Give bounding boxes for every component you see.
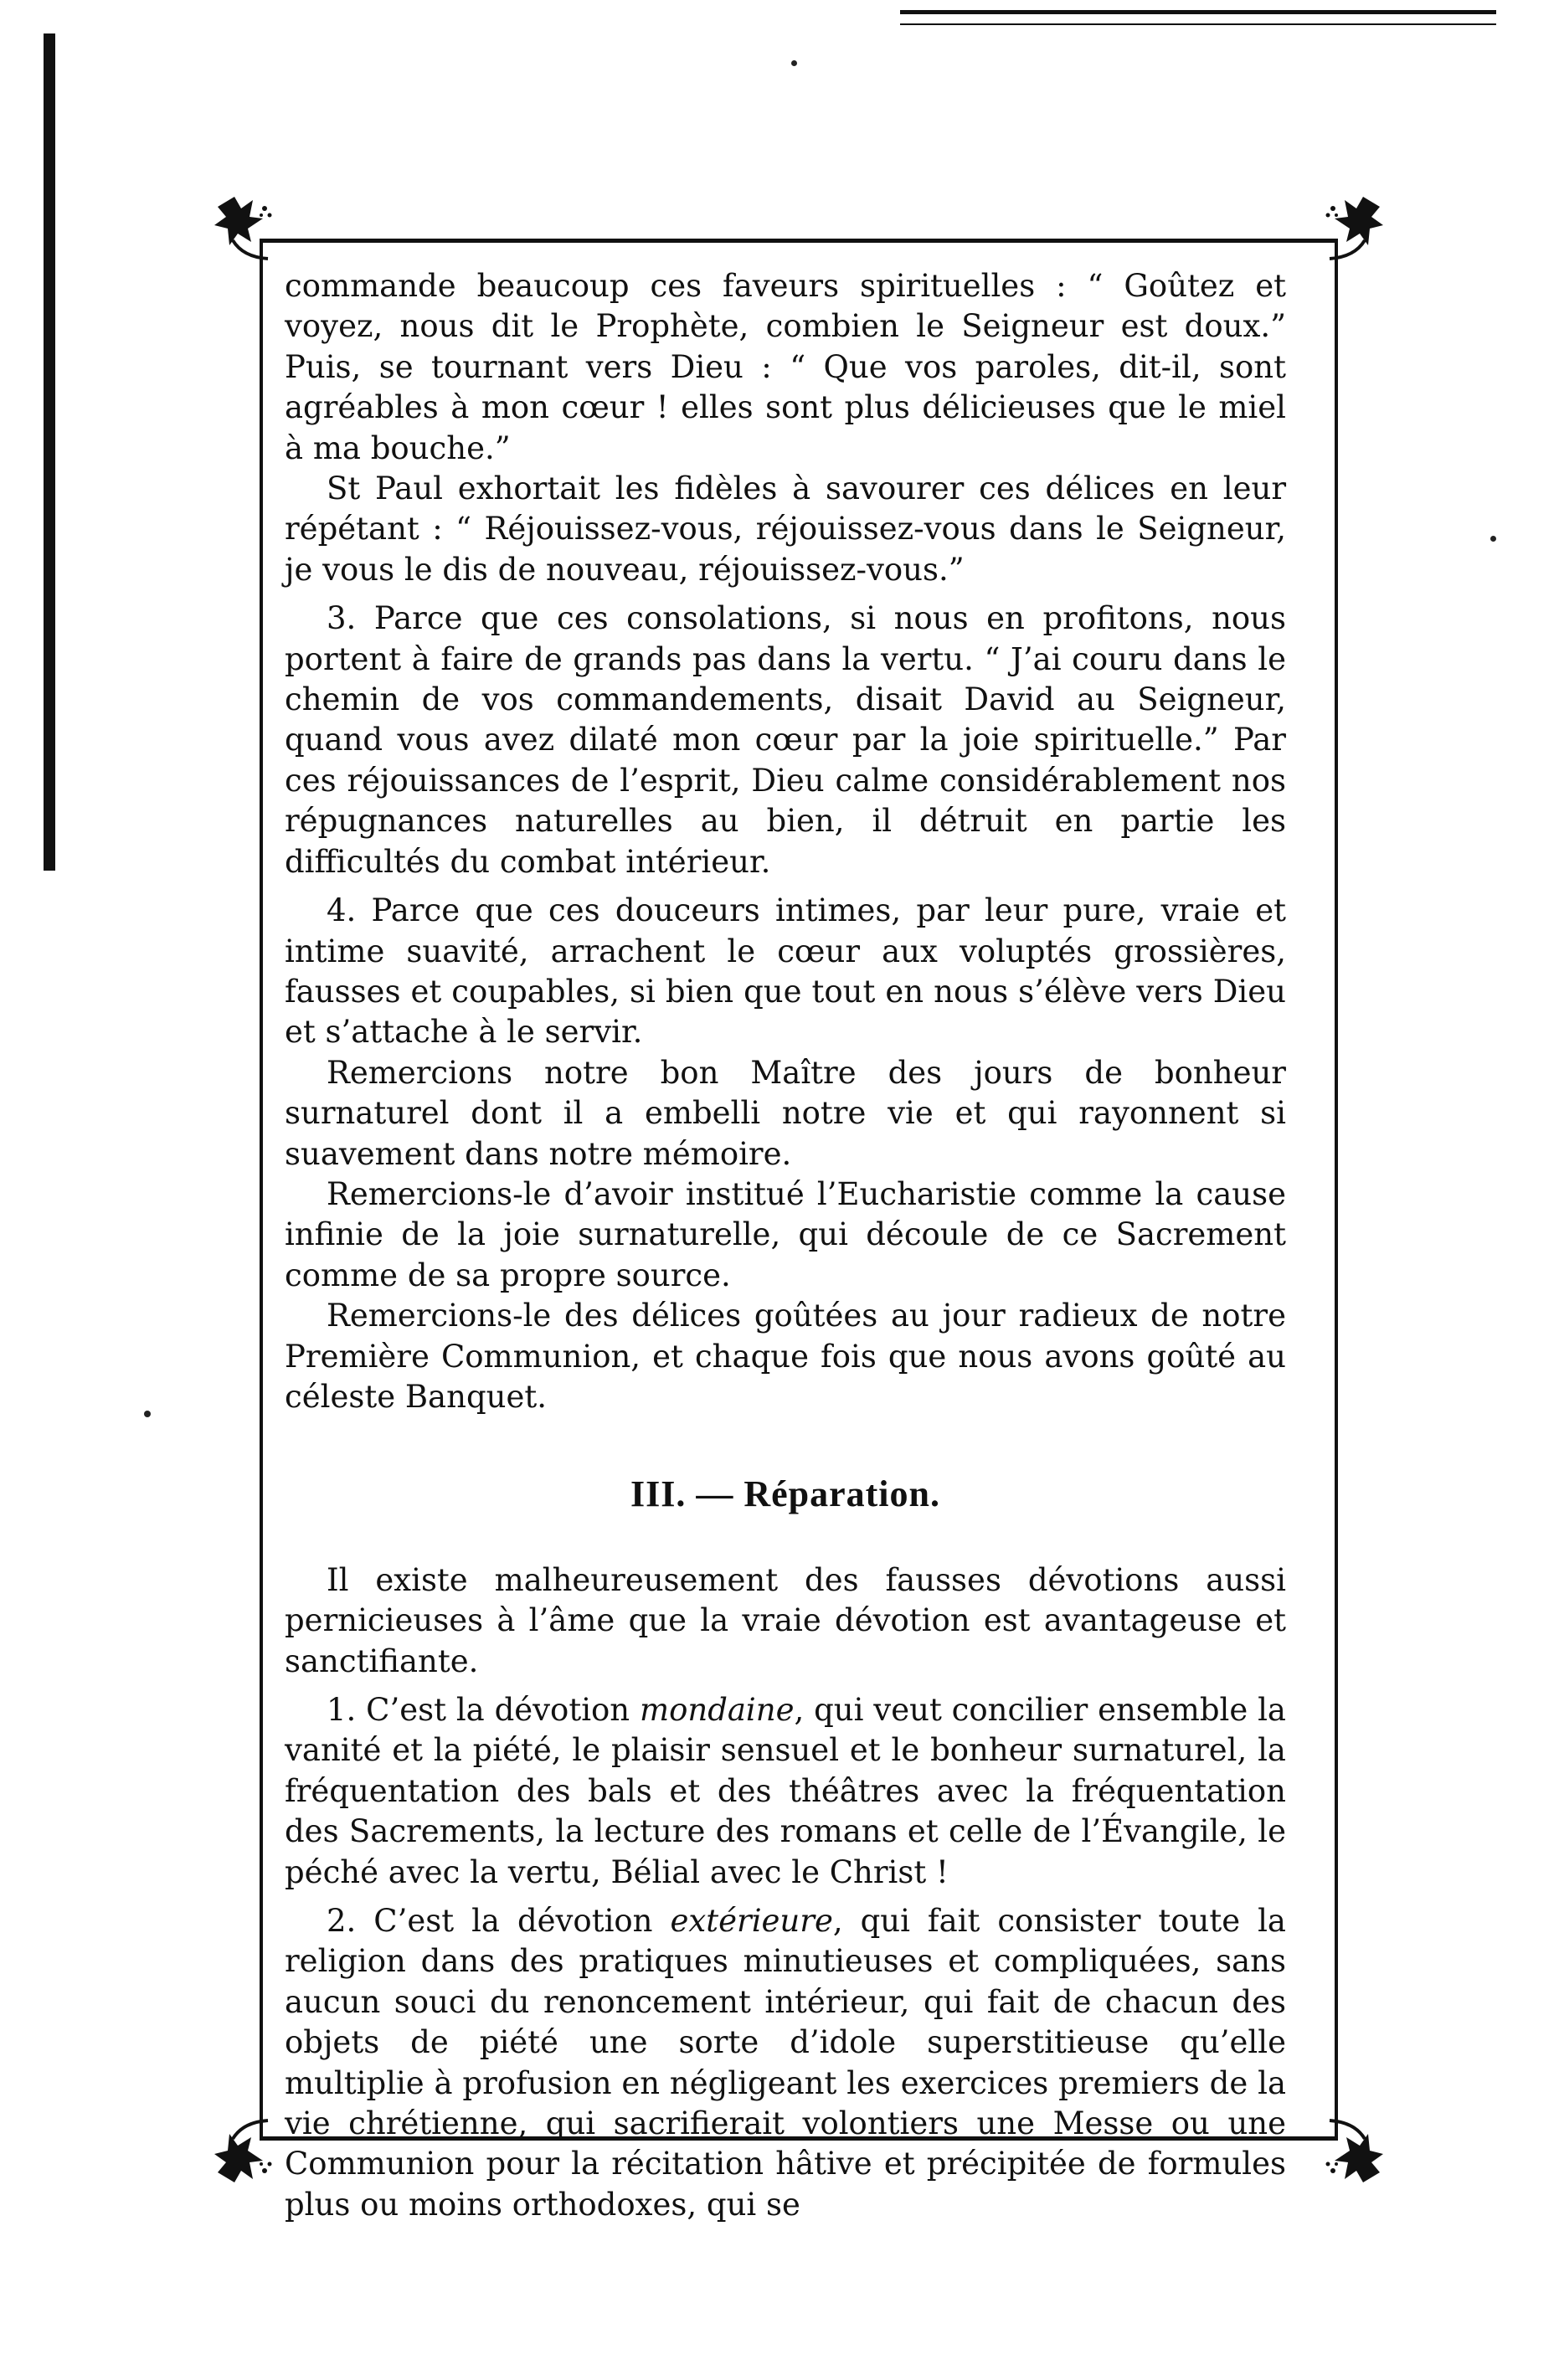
margin-dot xyxy=(144,1411,151,1417)
margin-dot xyxy=(791,60,797,66)
paragraph-st-paul: St Paul exhortait les fidèles à savourer ces délices en leur répétant : “ Réjouissez-vous, réjouissez-vous dans le Seigneur, je vous le dis de nouveau, réjouissez-vous.” xyxy=(285,470,1286,588)
scan-edge-top-thin xyxy=(900,23,1496,25)
paragraph-point-3: 3. Parce que ces consolations, si nous en profitons, nous portent à faire de grands pas dans la vertu. “ J’ai couru dans le chemin de vos commandements, disait David au Seigneur, quand vous avez dilaté mon cœur par la joie spirituelle.” Par ces réjouissances de l’esprit, Dieu calme considérablement nos répugnances naturelles au bien, il détruit en partie les difficultés du combat intérieur. xyxy=(285,600,1286,880)
corner-leaf-ornament-icon xyxy=(1308,190,1388,270)
paragraph-intro: Il existe malheureusement des fausses dévotions aussi pernicieuses à l’âme que la vraie dévotion est avantageuse et sanctifiante. xyxy=(285,1561,1286,1679)
paragraph-thanks-1: Remercions notre bon Maître des jours de bonheur surnaturel dont il a embelli notre vie et qui rayonnent si suavement dans notre mémoire. xyxy=(285,1054,1286,1172)
frame-rule-right xyxy=(1335,239,1338,2141)
item-2-lead: 2. C’est la dévotion xyxy=(327,1903,671,1940)
paragraph-item-2 xyxy=(285,1901,1286,2225)
item-1-emphasis: mondaine xyxy=(640,1692,795,1728)
corner-leaf-ornament-icon xyxy=(209,190,290,270)
scan-edge-top xyxy=(900,10,1496,14)
item-1-lead: 1. C’est la dévotion xyxy=(327,1692,640,1728)
item-1-rest: , qui veut concilier ensemble la vanité et la piété, le plaisir sensuel et le bonheur surnaturel, la fréquentation des bals et des théâtres avec la fréquentation des Sacrements, la lecture des romans et celle de l’Évangile, le péché avec la vertu, Bélial avec le Christ ! xyxy=(285,1692,1286,1890)
section-heading: III. — Réparation. xyxy=(630,1473,941,1515)
page-text xyxy=(285,266,1286,2225)
paragraph-thanks-2: Remercions-le d’avoir institué l’Eucharistie comme la cause infinie de la joie surnaturelle, qui découle de ce Sacrement comme de sa propre source. xyxy=(285,1175,1286,1293)
scan-edge-left xyxy=(44,33,55,871)
paragraph-continuation: commande beaucoup ces faveurs spirituelles : “ Goûtez et voyez, nous dit le Prophète, combien le Seigneur est doux.” Puis, se tournant vers Dieu : “ Que vos paroles, dit-il, sont agréables à mon cœur ! elles sont plus délicieuses que le miel à ma bouche.” xyxy=(285,268,1286,466)
paragraph-item-1 xyxy=(285,1690,1286,1893)
paragraph-thanks-3: Remercions-le des délices goûtées au jour radieux de notre Première Communion, et chaque fois que nous avons goûté au céleste Banquet. xyxy=(285,1298,1286,1415)
corner-leaf-ornament-icon xyxy=(1308,2109,1388,2189)
margin-dot xyxy=(1490,536,1496,542)
paragraph-point-4: 4. Parce que ces douceurs intimes, par leur pure, vraie et intime suavité, arrachent le cœur aux voluptés grossières, fausses et coupables, si bien que tout en nous s’élève vers Dieu et s’attache à le servir. xyxy=(285,892,1286,1051)
frame-rule-top xyxy=(260,239,1338,243)
item-2-rest: , qui fait consister toute la religion dans des pratiques minutieuses et compliquées, sans aucun souci du renoncement intérieur, qui fait de chacun des objets de piété une sorte d’idole superstitieuse qu’elle multiplie à profusion en négligeant les exercices premiers de la vie chrétienne, qui sacrifierait volontiers une Messe ou une Communion pour la récitation hâtive et précipitée de formules plus ou moins orthodoxes, qui se xyxy=(285,1903,1286,2223)
frame-rule-left xyxy=(260,239,263,2141)
item-2-emphasis: extérieure xyxy=(670,1903,833,1940)
corner-leaf-ornament-icon xyxy=(209,2109,290,2189)
